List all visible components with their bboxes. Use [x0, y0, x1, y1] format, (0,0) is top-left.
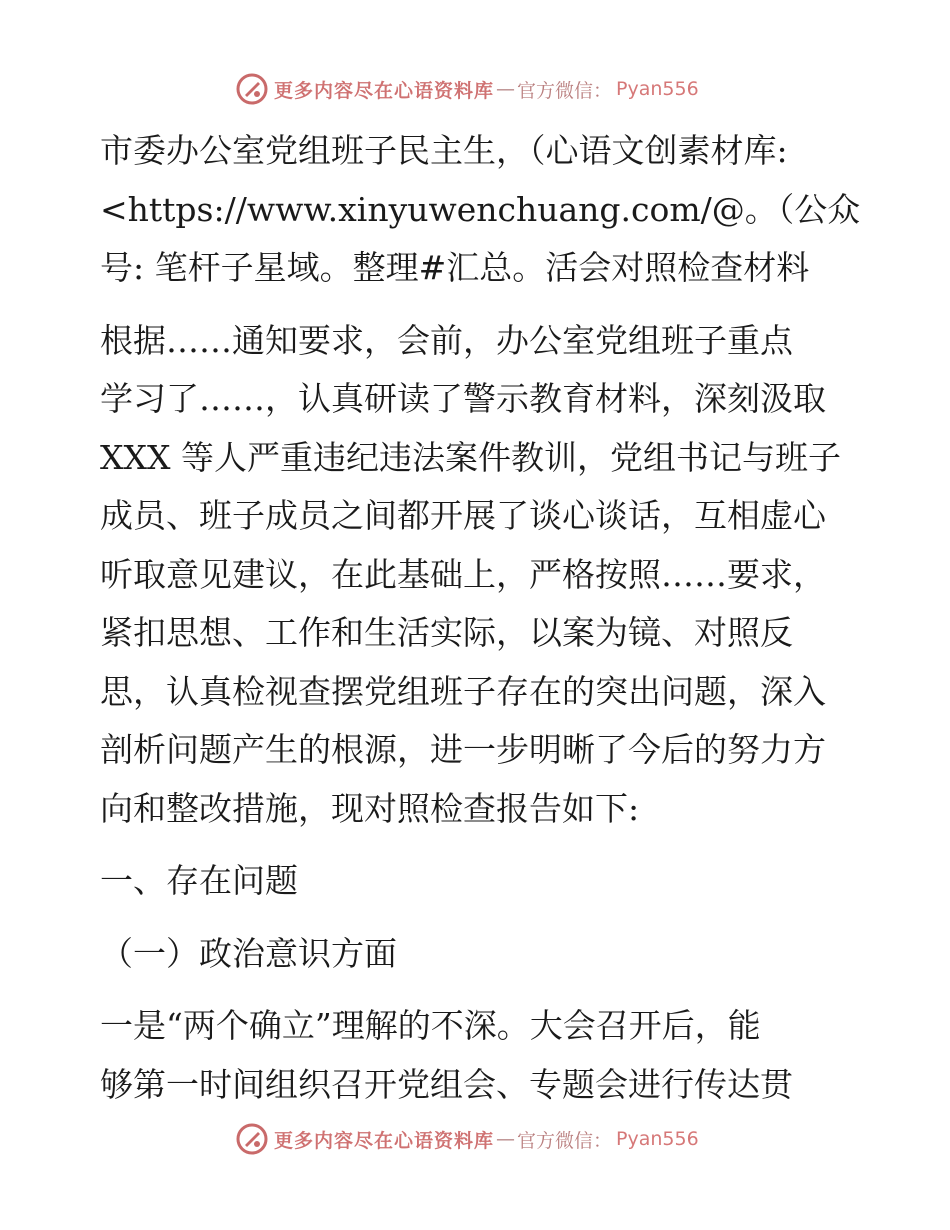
- banner-wechat-id: Pyan556: [616, 1128, 699, 1150]
- logo-icon: [236, 1123, 268, 1155]
- text-line: 够第一时间组织召开党组会、专题会进行传达贯: [100, 1064, 793, 1104]
- banner-separator: —: [496, 1128, 516, 1150]
- text-line: 一是“两个确立”理解的不深。大会召开后，能: [100, 1006, 761, 1045]
- paragraph-intro: [100, 312, 860, 839]
- text-line: 根据……通知要求，会前，办公室党组班子重点: [100, 320, 793, 360]
- text-line: 思，认真检视查摆党组班子存在的突出问题，深入: [100, 671, 826, 711]
- text-line: 听取意见建议，在此基础上，严格按照……要求，: [100, 554, 826, 594]
- banner-wechat-id: Pyan556: [616, 78, 699, 100]
- text-line: 成员、班子成员之间都开展了谈心谈话，互相虚心: [100, 496, 826, 535]
- paragraph-title: [100, 122, 860, 298]
- document-body: [100, 122, 860, 1114]
- section-heading: [100, 852, 860, 911]
- banner-wechat-label: 官方微信：: [517, 79, 613, 102]
- banner-text: 更多内容尽在心语资料库: [274, 1129, 495, 1152]
- footer-banner: [236, 1122, 699, 1156]
- banner-wechat-label: 官方微信：: [517, 1129, 613, 1152]
- text-line: 学习了……，认真研读了警示教育材料，深刻汲取: [100, 379, 826, 418]
- paragraph-point-one: [100, 997, 860, 1114]
- text-line: 市委办公室党组班子民主生，（心语文创素材库:: [100, 131, 788, 170]
- header-banner: [236, 72, 699, 106]
- text-line: <https://www.xinyuwenchuang.com/@。（公众: [100, 189, 861, 229]
- subsection-heading: [100, 925, 860, 984]
- text-line: （一）政治意识方面: [100, 933, 397, 973]
- text-line: 一、存在问题: [100, 861, 298, 900]
- text-line: 紧扣思想、工作和生活实际，以案为镜、对照反: [100, 613, 793, 652]
- banner-separator: —: [496, 78, 516, 100]
- text-line: XXX 等人严重违纪违法案件教训，党组书记与班子: [100, 437, 841, 477]
- banner-text: 更多内容尽在心语资料库: [274, 79, 495, 102]
- text-line: 向和整改措施，现对照检查报告如下:: [100, 788, 640, 828]
- text-line: 号: 笔杆子星域。整理#汇总。活会对照检查材料: [100, 248, 810, 287]
- text-line: 剖析问题产生的根源，进一步明晰了今后的努力方: [100, 730, 826, 769]
- logo-icon: [236, 73, 268, 105]
